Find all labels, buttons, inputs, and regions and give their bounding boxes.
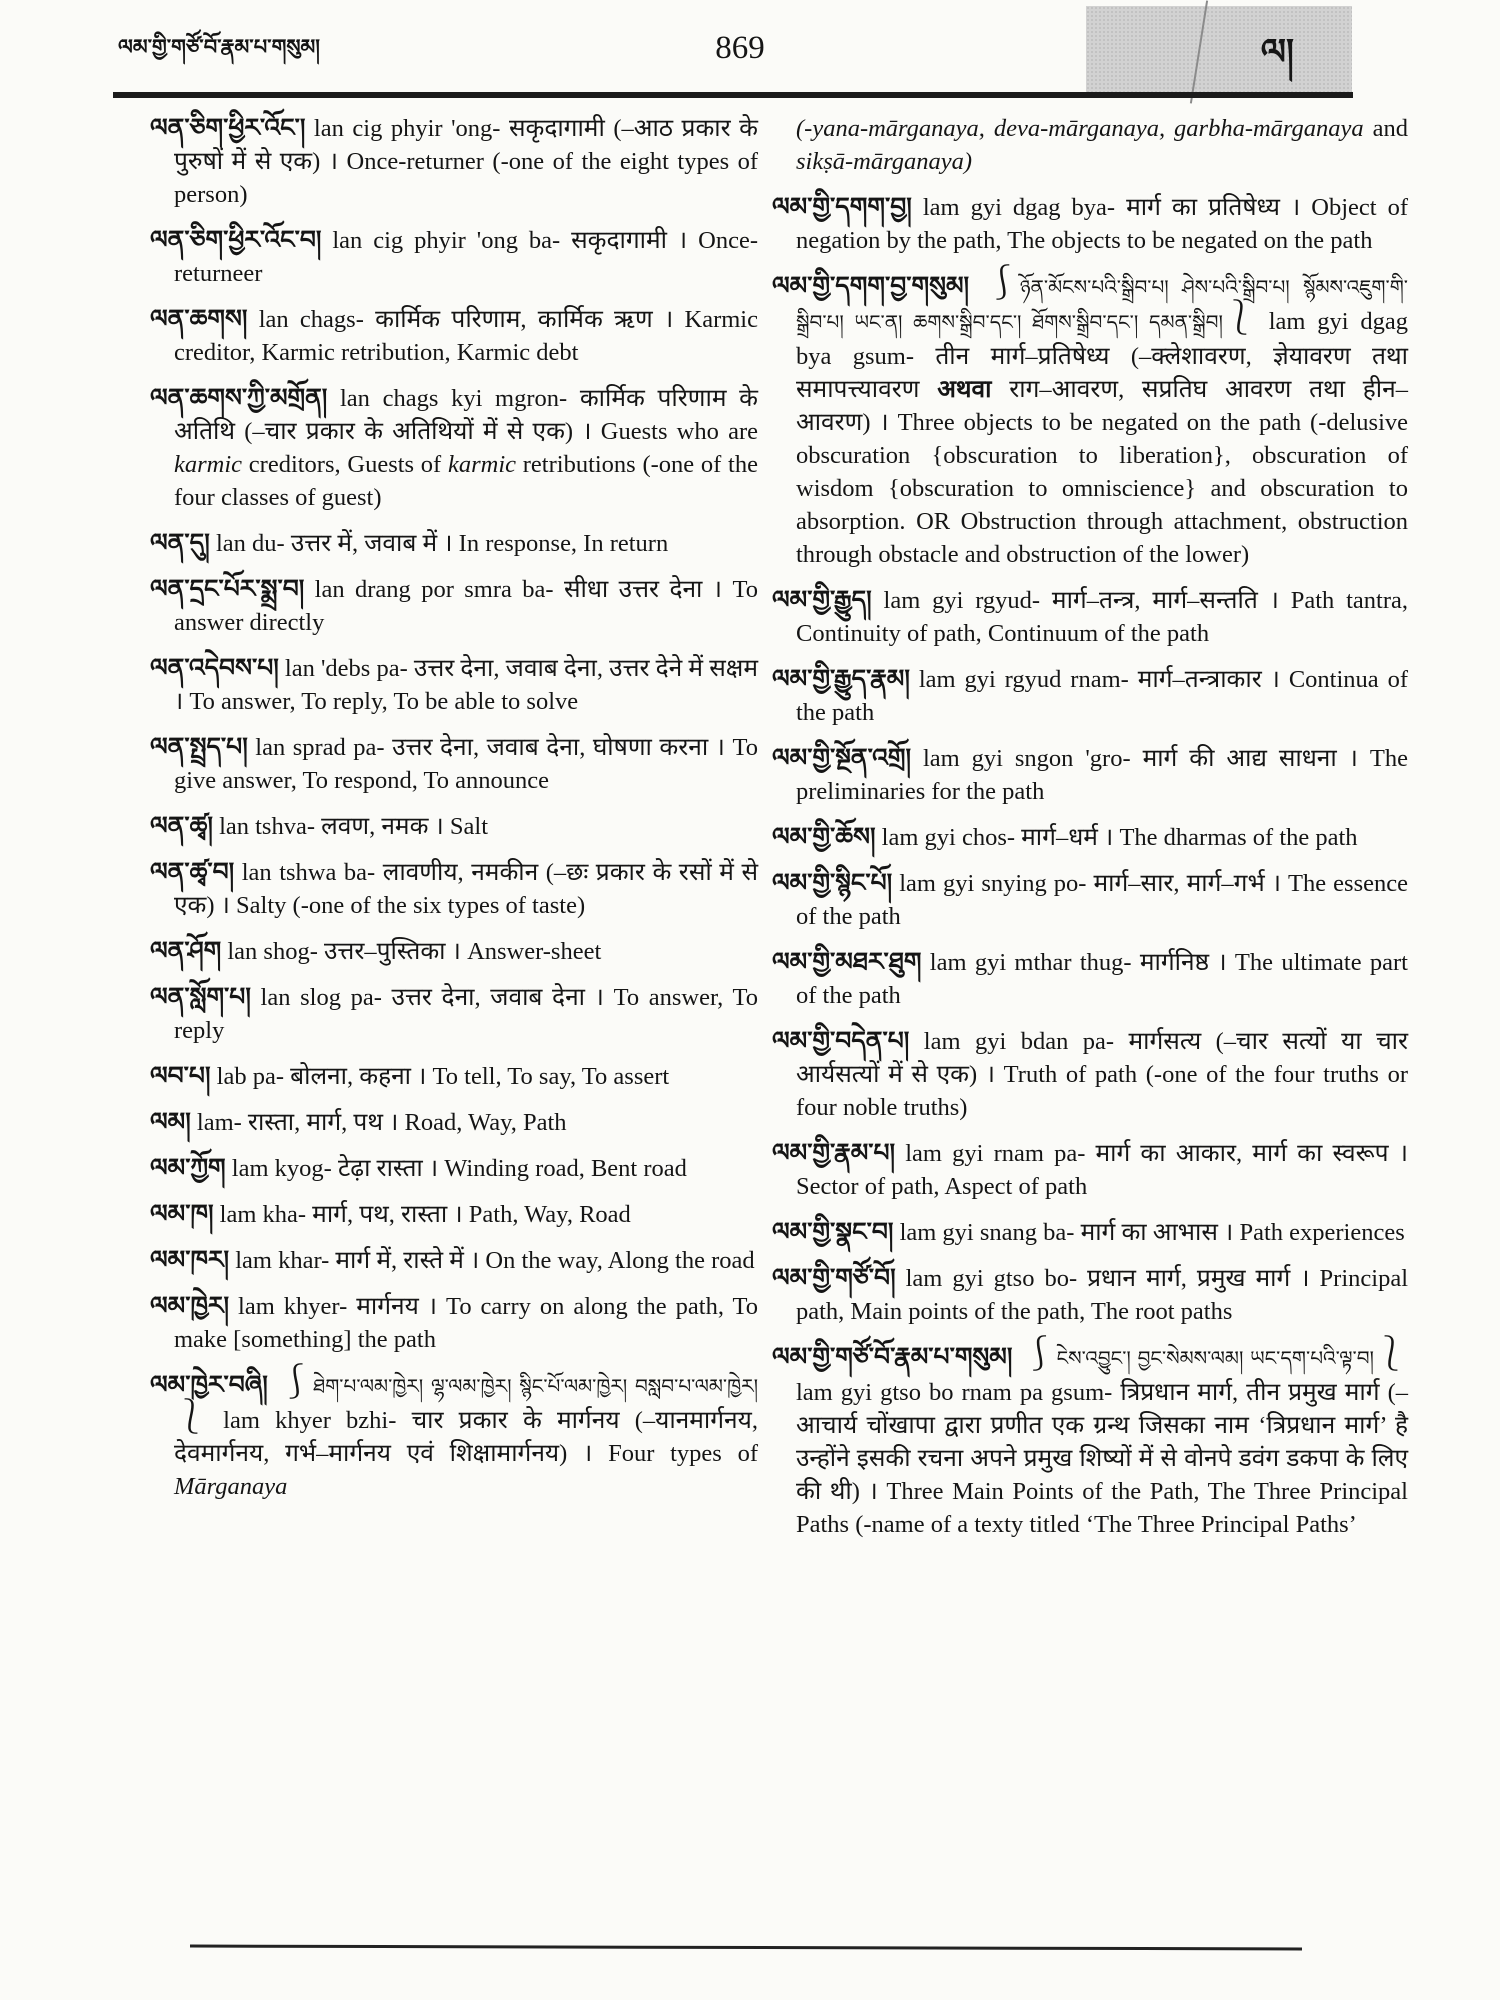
tibetan-headword: ལམ་གྱི་གཙོ་བོ་རྣམ་པ་གསུམ། [772, 1344, 1013, 1371]
transliteration: lam gyi rnam pa- [895, 1140, 1096, 1167]
tibetan-headword: ལམ་གྱི་རྣམ་པ། [772, 1140, 896, 1167]
tibetan-headword: ལན་ཤོག [150, 938, 222, 965]
brace-mark: ⎰ [1012, 1336, 1057, 1373]
dictionary-entry [150, 1152, 758, 1185]
entry-text: कार्मिक परिणाम, कार्मिक ऋण । Karmic creditor, Karmic retribution, Karmic debt [174, 306, 758, 366]
page-number: 869 [715, 30, 765, 66]
dictionary-entry [150, 1106, 758, 1139]
tibetan-headword: ལམ་གྱི་སྔོན་འགྲོ། [772, 745, 912, 772]
header-rule [113, 92, 1353, 98]
dictionary-entry [772, 1336, 1408, 1541]
transliteration: lam gyi gtso bo rnam pa gsum- [796, 1379, 1121, 1406]
tibetan-headword: ལན་སློག་པ། [150, 984, 251, 1011]
dictionary-entry [150, 303, 758, 369]
dictionary-entry [772, 191, 1408, 257]
entry-text: बोलना, कहना । To tell, To say, To assert [290, 1063, 670, 1090]
transliteration: lam gyi mthar thug- [921, 949, 1140, 976]
dictionary-entry [150, 527, 758, 560]
tibetan-headword: ལམ་ཁ། [150, 1201, 214, 1228]
transliteration: lan chags kyi mgron- [327, 385, 580, 412]
tibetan-headword: ལན་སྤྲད་པ། [150, 734, 248, 761]
entry-columns [150, 112, 1408, 1554]
entry-text-italic: karmic [447, 451, 517, 478]
transliteration: lan slog pa- [250, 984, 392, 1011]
dictionary-entry [150, 1244, 758, 1277]
transliteration: lan sprad pa- [247, 734, 393, 761]
entry-text: मार्ग–तन्त्र, मार्ग–सन्तति । Path tantra, Continuity of path, Continuum of the path [796, 587, 1409, 647]
entry-text: मार्ग का प्रतिषेध्य । Object of negation by the path, The objects to be negated on the path [796, 194, 1408, 254]
thumb-index-box [1086, 6, 1352, 92]
dictionary-entry [150, 224, 758, 290]
entry-text: उत्तर देना, जवाब देना, घोषणा करना । To give answer, To respond, To announce [174, 734, 758, 794]
tibetan-headword: ལམ་གྱི་སྣང་བ། [772, 1219, 894, 1246]
entry-text-italic: karmic [174, 451, 243, 478]
tibetan-headword: ལབ་པ། [150, 1063, 211, 1090]
tibetan-headword: ལན་ཅིག་ཕྱིར་འོང་། [150, 115, 306, 142]
dictionary-entry [150, 382, 758, 514]
dictionary-entry [150, 1364, 759, 1503]
dictionary-entry [150, 573, 758, 639]
transliteration: lam- [190, 1109, 248, 1136]
thumb-index-letter: ལ། [1260, 32, 1294, 72]
tibetan-headword: ལམ་གྱི་རྒྱུད་རྣམ། [772, 666, 910, 693]
transliteration: lam gyi rgyud- [871, 587, 1052, 614]
dictionary-entry [150, 1198, 758, 1231]
tibetan-headword: ལམ་གྱི་མཐར་ཐུག [772, 949, 922, 976]
entry-text: लवण, नमक । Salt [321, 813, 489, 840]
tibetan-headword: ལན་ཅིག་ཕྱིར་འོང་བ། [150, 227, 322, 254]
scan-artifact-line [1190, 0, 1208, 103]
tibetan-headword: ལམ་ཁྱེར་བཞི། [150, 1372, 268, 1399]
entry-text: लावणीय, नमकीन (–छः प्रकार के रसों में से एक) । Salty (-one of the six types of taste) [174, 859, 759, 919]
tibetan-headword: ལམ་ཀྱོག [150, 1155, 226, 1182]
entry-text: त्रिप्रधान मार्ग, तीन प्रमुख मार्ग (–आचार्य चोंखापा द्वारा प्रणीत एक ग्रन्थ जिसका नाम ‘त्रिप्रधान मार्ग’ है उन्होंने इसकी रचना अपने प्रमुख शिष्यों में से वोनपे डवंग डकपा के लिए की थी) । Three Main Points of the Path, The Three Principal Paths (-name of a texty titled ‘The Three Principal Paths’ [796, 1379, 1408, 1538]
dictionary-entry [772, 1025, 1408, 1124]
dictionary-entry [150, 1060, 758, 1093]
dictionary-entry [772, 663, 1408, 729]
entry-text: मार्गनय । To carry on along the path, To make [something] the path [174, 1293, 758, 1353]
dictionary-entry [772, 1216, 1408, 1249]
dictionary-entry [772, 265, 1408, 571]
running-head-tibetan: ལམ་གྱི་གཙོ་བོ་རྣམ་པ་གསུམ། [118, 35, 320, 59]
brace-mark: ⎰ [969, 265, 1020, 302]
tibetan-headword: ལམ་གྱི་དགག་བྱ་གསུམ། [772, 273, 970, 300]
brace-mark: ⎰ [267, 1364, 314, 1401]
entry-text: उत्तर देना, जवाब देना, उत्तर देने में सक्षम । To answer, To reply, To be able to solve [174, 655, 758, 715]
right-column [772, 112, 1408, 1554]
entry-text: चार प्रकार के मार्गनय (–यानमार्गनय, देवमार्गनय, गर्भ–मार्गनय एवं शिक्षामार्गनय) । Four types of [174, 1407, 758, 1467]
entry-text: उत्तर–पुस्तिका । Answer-sheet [323, 938, 602, 965]
transliteration: lan chags- [247, 306, 376, 333]
tibetan-note: ངེས་འབྱུང་། བྱང་སེམས་ལམ། ཡང་དག་པའི་ལྟ་བ། [1056, 1348, 1374, 1370]
dictionary-entry [150, 981, 758, 1047]
entry-text: सकृदागामी । Once-returneer [174, 227, 758, 287]
brace-mark: ⎱ [1222, 300, 1257, 337]
transliteration: lam kha- [213, 1201, 313, 1228]
transliteration: lan tshwa ba- [234, 859, 383, 886]
transliteration: lam gyi bdan pa- [909, 1028, 1129, 1055]
entry-text: रास्ता, मार्ग, पथ । Road, Way, Path [247, 1109, 567, 1136]
tibetan-headword: ལམ་གྱི་གཙོ་བོ། [772, 1265, 896, 1292]
dictionary-entry [772, 946, 1408, 1012]
dictionary-entry [150, 731, 758, 797]
transliteration: lan drang por smra ba- [304, 576, 564, 603]
tibetan-headword: ལན་ཆགས། [150, 306, 248, 333]
entry-text-italic: sikṣā-mārganaya [796, 148, 964, 175]
brace-mark: ⎱ [1374, 1336, 1408, 1373]
transliteration: lan 'debs pa- [278, 655, 414, 682]
dictionary-entry [150, 810, 758, 843]
transliteration: lam gyi gtso bo- [895, 1265, 1088, 1292]
tibetan-headword: ལམ་གྱི་བདེན་པ། [772, 1028, 910, 1055]
entry-text: राग–आवरण, सप्रतिघ आवरण तथा हीन–आवरण) । Three objects to be negated on the path (-delusive obscuration {obscuration to liberation}, obscuration of wisdom {obscuration to omniscience} and obscuration to absorption. OR Obstruction through attachment, obstruction through obstacle and obstruction of the lower) [796, 376, 1408, 568]
entry-text: creditors, Guests of [242, 451, 448, 478]
entry-text: मार्गसत्य (–चार सत्यों या चार आर्यसत्यों में से एक) । Truth of path (-one of the four truths or four noble truths) [796, 1028, 1409, 1121]
entry-text: retributions (-one of the four classes of guest) [174, 451, 758, 511]
tibetan-headword: ལན་ཆགས་ཀྱི་མགྲོན། [150, 385, 328, 412]
tibetan-headword: ལན་ཚྭ་བ། [150, 859, 235, 886]
transliteration: lan du- [209, 530, 291, 557]
transliteration: lam gyi dgag bya- [911, 194, 1127, 221]
entry-text: मार्ग–सार, मार्ग–गर्भ । The essence of the path [796, 870, 1408, 930]
transliteration: lan cig phyir 'ong ba- [321, 227, 572, 254]
entry-text: सीधा उत्तर देना । To answer directly [174, 576, 758, 636]
transliteration: lam khar- [229, 1247, 336, 1274]
entry-text-italic: (-yana-mārganaya, deva-mārganaya, garbha-mārganaya [796, 115, 1373, 142]
transliteration: lam gyi dgag bya gsum- [796, 308, 1408, 370]
transliteration: lan cig phyir 'ong- [305, 115, 509, 142]
entry-text: सकृदागामी (–आठ प्रकार के पुरुषों में से एक) । Once-returner (-one of the eight types of person) [174, 115, 758, 208]
entry-text: कार्मिक परिणाम के अतिथि (–चार प्रकार के अतिथियों में से एक) । Guests who are [174, 385, 758, 445]
transliteration: lam gyi snang ba- [893, 1219, 1081, 1246]
transliteration: lan tshva- [212, 813, 322, 840]
tibetan-headword: ལམ་གྱི་ཆོས། [772, 824, 876, 851]
tibetan-note: ཉོན་མོངས་པའི་སྒྲིབ་པ། ཤེས་པའི་སྒྲིབ་པ། སྙོམས་འཇུག་གི་སྒྲིབ་པ། ཡང་ན། ཆགས་སྒྲིབ་དང་། ཐོགས་སྒྲིབ་དང་། དམན་སྒྲིབ། [796, 277, 1408, 334]
entry-text: टेढ़ा रास्ता । Winding road, Bent road [337, 1155, 687, 1182]
entry-text: मार्ग का आभास । Path experiences [1080, 1219, 1405, 1246]
tibetan-note: ཐེག་པ་ལམ་ཁྱེར། ལྷ་ལམ་ཁྱེར། སྙིང་པོ་ལམ་ཁྱེར། བསླབ་པ་ལམ་ཁྱེར། [313, 1376, 759, 1398]
dictionary-entry [772, 584, 1408, 650]
entry-text: मार्गनिष्ठ । The ultimate part of the path [796, 949, 1408, 1009]
tibetan-headword: ལམ་གྱི་རྒྱུད། [772, 587, 872, 614]
left-column [150, 112, 758, 1516]
dictionary-entry [772, 742, 1408, 808]
transliteration: lam gyi snying po- [892, 870, 1094, 897]
dictionary-entry [772, 112, 1408, 178]
entry-text: उत्तर देना, जवाब देना । To answer, To reply [174, 984, 758, 1044]
entry-text: मार्ग में, रास्ते में । On the way, Along the road [335, 1247, 755, 1274]
entry-text-italic: Mārganaya [174, 1473, 288, 1500]
tibetan-headword: ལམ་གྱི་སྙིང་པོ། [772, 870, 893, 897]
entry-text: प्रधान मार्ग, प्रमुख मार्ग । Principal path, Main points of the path, The root paths [796, 1265, 1408, 1325]
dictionary-entry [772, 821, 1408, 854]
transliteration: lab pa- [210, 1063, 291, 1090]
transliteration: lam khyer- [229, 1293, 357, 1320]
entry-text: मार्ग, पथ, रास्ता । Path, Way, Road [312, 1201, 631, 1228]
transliteration: lam gyi chos- [875, 824, 1022, 851]
tibetan-headword: ལམ། [150, 1109, 191, 1136]
dictionary-entry [772, 1137, 1408, 1203]
dictionary-entry [150, 1290, 758, 1356]
entry-text: मार्ग का आकार, मार्ग का स्वरूप । Sector of path, Aspect of path [796, 1140, 1408, 1200]
dictionary-entry [150, 856, 758, 922]
tibetan-headword: ལན་དུ། [150, 530, 210, 557]
tibetan-headword: ལན་འདེབས་པ། [150, 655, 279, 682]
dictionary-entry [150, 652, 758, 718]
tibetan-headword: ལན་ཚྭ། [150, 813, 213, 840]
entry-text: मार्ग की आद्य साधना । The preliminaries for the path [796, 745, 1409, 805]
entry-text-italic: ) [963, 148, 973, 175]
tibetan-headword: ལམ་ཁར། [150, 1247, 230, 1274]
transliteration: lam gyi rgyud rnam- [909, 666, 1138, 693]
entry-text: and [1372, 115, 1408, 142]
entry-text: उत्तर में, जवाब में । In response, In return [290, 530, 669, 557]
dictionary-entry [150, 935, 758, 968]
dictionary-entry [772, 1262, 1408, 1328]
transliteration: lam khyer bzhi- [208, 1407, 412, 1434]
transliteration: lam kyog- [225, 1155, 338, 1182]
transliteration: lam gyi sngon 'gro- [911, 745, 1143, 772]
entry-text-bold: अथवा [937, 376, 992, 403]
dictionary-entry [772, 867, 1408, 933]
tibetan-headword: ལམ་གྱི་དགག་བྱ། [772, 194, 912, 221]
entry-text: मार्ग–धर्म । The dharmas of the path [1021, 824, 1358, 851]
tibetan-headword: ལན་དྲང་པོར་སྨྲ་བ། [150, 576, 305, 603]
brace-mark: ⎱ [174, 1399, 208, 1436]
dictionary-entry [150, 112, 758, 211]
entry-text: मार्ग–तन्त्राकार । Continua of the path [796, 666, 1408, 726]
tibetan-headword: ལམ་ཁྱེར། [150, 1293, 230, 1320]
transliteration: lan shog- [221, 938, 324, 965]
footnote-rule [190, 1945, 1302, 1951]
entry-text: तीन मार्ग–प्रतिषेध्य (–क्लेशावरण, ज्ञेयावरण तथा समापत्त्यावरण [796, 343, 1408, 403]
